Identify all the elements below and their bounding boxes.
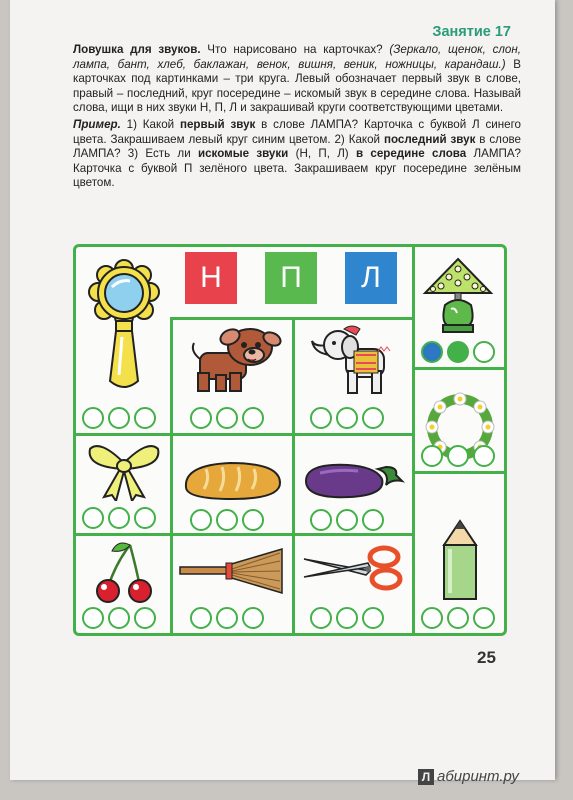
last-sound-circle[interactable] [362,509,384,531]
sound-circles-elephant [310,407,384,429]
letter-card-l: Л [345,252,397,304]
first-sound-circle[interactable] [82,607,104,629]
site-watermark: Л абиринт.ру [418,768,519,785]
middle-sound-circle[interactable] [108,507,130,529]
middle-sound-circle[interactable] [216,509,238,531]
scissors-picture [300,545,404,591]
bread-picture [180,457,284,503]
exercise-title: Ловушка для звуков. [73,43,201,56]
example-paragraph: Пример. 1) Какой первый звук в слове ЛАМПА? Карточка с буквой Л синего цвета. Закрашиваем левый круг синим цветом. 2) Какой последний звук в слове ЛАМПА? 3) Есть ли искомые звуки (Н, П, Л) в середине слова ЛАМПА? Карточка с буквой П зелёного цвета. Закрашиваем круг посередине зелёным цветом. [73,117,522,190]
first-sound-circle[interactable] [82,407,104,429]
letter-card-p: П [265,252,317,304]
middle-sound-circle[interactable] [336,407,358,429]
labirint-logo-icon: Л [418,769,434,785]
middle-sound-circle[interactable] [108,407,130,429]
last-sound-circle[interactable] [473,445,495,467]
first-sound-circle[interactable] [190,607,212,629]
mirror-picture [84,257,164,402]
picture-list: (Зеркало, щенок, слон, лампа, бант, хлеб, баклажан, венок, вишня, веник, ножницы, карандаш.) [73,43,521,71]
last-sound-circle[interactable] [362,607,384,629]
picture-card-grid [73,244,507,636]
cherries-picture [88,539,160,605]
first-sound-circle[interactable] [310,607,332,629]
broom-picture [176,547,286,597]
middle-sound-circle[interactable] [447,445,469,467]
first-sound-circle[interactable] [190,509,212,531]
grid-line [292,317,295,633]
last-sound-circle[interactable] [242,607,264,629]
sound-circles-puppy [190,407,264,429]
middle-sound-circle[interactable] [336,607,358,629]
first-sound-circle[interactable] [421,445,443,467]
last-sound-circle[interactable] [134,507,156,529]
last-sound-circle[interactable] [134,407,156,429]
sound-circles-bow [82,507,156,529]
last-sound-circle[interactable] [242,509,264,531]
grid-line [412,367,504,370]
sound-circles-bread [190,509,264,531]
first-sound-circle[interactable] [310,407,332,429]
last-sound-circle[interactable] [362,407,384,429]
middle-sound-circle-filled[interactable] [447,341,469,363]
last-sound-circle[interactable] [473,341,495,363]
page-number: 25 [477,648,496,667]
grid-line [170,317,173,633]
first-sound-circle[interactable] [190,407,212,429]
sound-circles-broom [190,607,264,629]
first-sound-circle[interactable] [310,509,332,531]
example-label: Пример. [73,117,121,131]
last-sound-circle[interactable] [473,607,495,629]
pencil-picture [436,519,484,603]
elephant-picture [306,323,402,399]
eggplant-picture [298,455,406,505]
last-sound-circle[interactable] [242,407,264,429]
middle-sound-circle[interactable] [336,509,358,531]
bow-picture [86,439,162,501]
first-sound-circle[interactable] [82,507,104,529]
lesson-title: Занятие 17 [432,24,511,40]
sound-circles-mirror [82,407,156,429]
middle-sound-circle[interactable] [447,607,469,629]
grid-line [170,317,412,320]
first-sound-circle[interactable] [421,607,443,629]
middle-sound-circle[interactable] [216,607,238,629]
sound-circles-wreath [421,445,495,467]
intro-paragraph: Ловушка для звуков. Что нарисовано на карточках? (Зеркало, щенок, слон, лампа, бант, хлеб, баклажан, венок, вишня, веник, ножницы, карандаш.) В карточках под картинками – три круга. Левый обозначает первый звук в слове, правый – последний, круг посередине – искомый звук в середине слова. Называй слова, ищи в них звуки Н, П, Л и закрашивай круги соответствующими цветами. [73,43,521,115]
sound-circles-lamp [421,341,495,363]
letter-card-n: Н [185,252,237,304]
sound-circles-pencil [421,607,495,629]
lamp-picture [421,253,495,339]
first-sound-circle-filled[interactable] [421,341,443,363]
grid-line [76,533,412,536]
sound-circles-scissors [310,607,384,629]
instructions [73,43,521,193]
last-sound-circle[interactable] [134,607,156,629]
grid-line [412,247,415,633]
puppy-picture [186,323,282,395]
sound-circles-cherries [82,607,156,629]
workbook-page [10,0,555,780]
grid-line [412,471,504,474]
grid-line [76,433,412,436]
sound-circles-eggplant [310,509,384,531]
middle-sound-circle[interactable] [216,407,238,429]
middle-sound-circle[interactable] [108,607,130,629]
